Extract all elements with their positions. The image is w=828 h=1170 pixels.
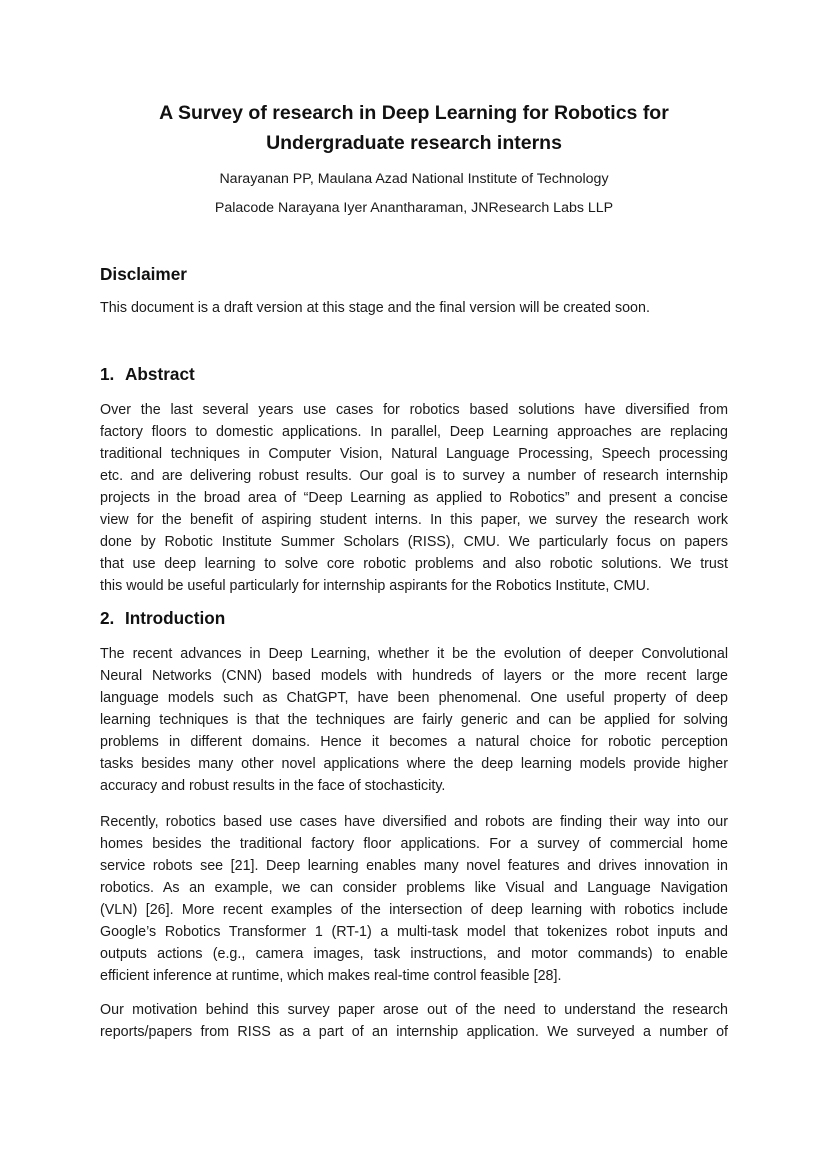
text-line: reports/papers from RISS as a part of an internship application. We surveyed a number of [100,1024,728,1040]
text-line: this would be useful particularly for internship aspirants for the Robotics Institute, CMU. [100,578,650,594]
introduction-paragraph-3 [100,999,728,1043]
title-line-2: Undergraduate research interns [266,132,562,154]
paper-page [100,98,728,1043]
paper-title [100,98,728,158]
abstract-paragraph [100,399,728,597]
text-line: done by Robotic Institute Summer Scholars (RISS), CMU. We particularly focus on papers [100,534,728,550]
text-line: Google’s Robotics Transformer 1 (RT-1) a multi-task model that tokenizes robot inputs and [100,924,728,940]
text-line: factory floors to domestic applications. In parallel, Deep Learning approaches are replacing [100,424,728,440]
disclaimer-heading: Disclaimer [100,264,187,284]
disclaimer-line: This document is a draft version at this stage and the final version will be created soon. [100,300,650,316]
text-line: Neural Networks (CNN) based models with hundreds of layers or the more recent large [100,668,728,684]
text-line: projects in the broad area of “Deep Learning as applied to Robotics” and present a concise [100,490,728,506]
abstract-heading [100,363,728,385]
introduction-paragraph-2 [100,811,728,987]
text-line: Our motivation behind this survey paper arose out of the need to understand the research [100,1002,728,1018]
text-line: Over the last several years use cases for robotics based solutions have diversified from [100,402,728,418]
text-line: problems in different domains. Hence it becomes a natural choice for robotic perception [100,734,728,750]
section-title: Abstract [125,364,195,384]
text-line: efficient inference at runtime, which makes real-time control feasible [28]. [100,968,562,984]
text-line: robotics. As an example, we can consider problems like Visual and Language Navigation [100,880,728,896]
text-line: service robots see [21]. Deep learning enables many novel features and drives innovation in [100,858,728,874]
disclaimer-text [100,297,728,319]
author-list [100,171,728,217]
text-line: learning techniques is that the techniques are fairly generic and can be applied for solving [100,712,728,728]
text-line: language models such as ChatGPT, have been phenomenal. One useful property of deep [100,690,728,706]
text-line: etc. and are delivering robust results. Our goal is to survey a number of research internship [100,468,728,484]
text-line: homes besides the traditional factory floor applications. For a survey of commercial home [100,836,728,852]
text-line: traditional techniques in Computer Vision, Natural Language Processing, Speech processing [100,446,728,462]
text-line: (VLN) [26]. More recent examples of the intersection of deep learning with robotics include [100,902,728,918]
author-2: Palacode Narayana Iyer Anantharaman, JNResearch Labs LLP [214,200,614,216]
text-line: view for the benefit of aspiring student interns. In this paper, we survey the research work [100,512,728,528]
text-line: accuracy and robust results in the face of stochasticity. [100,778,446,794]
title-line-1: A Survey of research in Deep Learning for Robotics for [159,102,669,124]
text-line: outputs actions (e.g., camera images, task instructions, and motor commands) to enable [100,946,728,962]
section-number: 2. [100,608,115,628]
author-1: Narayanan PP, Maulana Azad National Institute of Technology [219,171,609,187]
introduction-paragraph-1 [100,643,728,797]
text-line: that use deep learning to solve core robotic problems and also robotic solutions. We trust [100,556,728,572]
text-line: The recent advances in Deep Learning, whether it be the evolution of deeper Convolutional [100,646,728,662]
text-line: Recently, robotics based use cases have diversified and robots are finding their way into our [100,814,728,830]
section-title: Introduction [125,608,226,628]
section-number: 1. [100,364,115,384]
introduction-heading [100,607,728,629]
text-line: tasks besides many other novel applications where the deep learning models provide higher [100,756,728,772]
